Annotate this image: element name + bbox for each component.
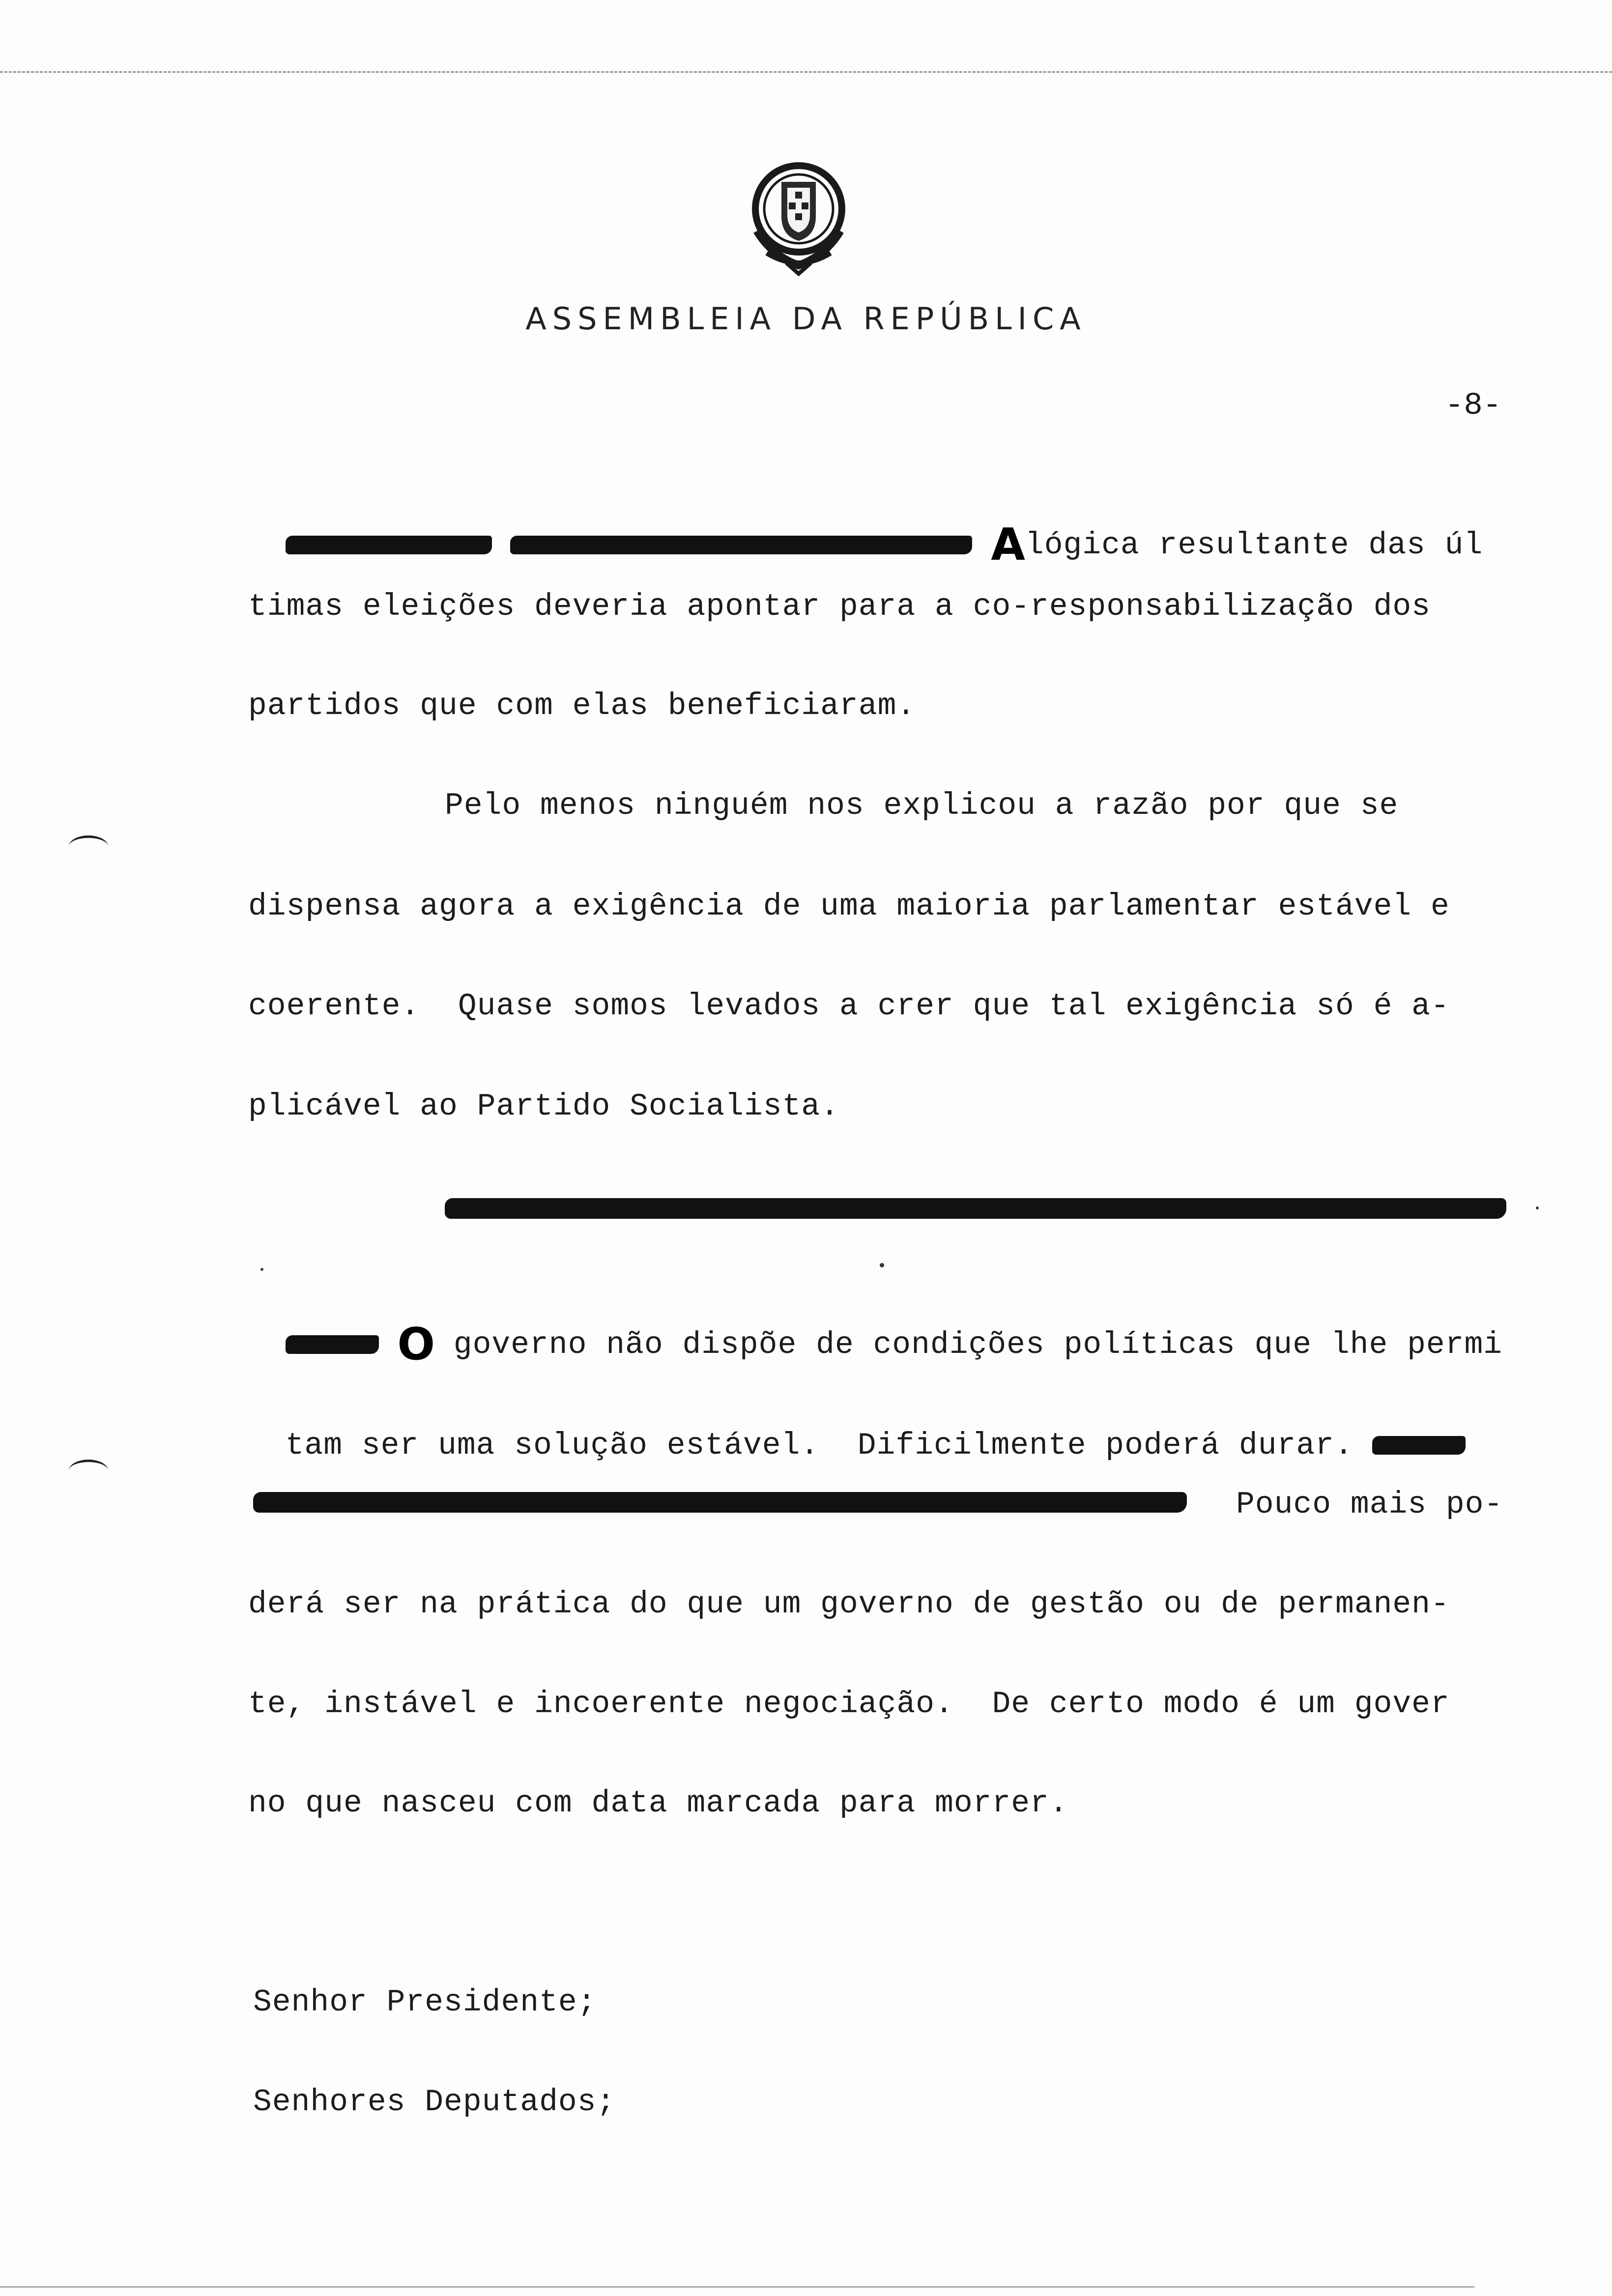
handwritten-correction: A xyxy=(991,519,1025,571)
paragraph-2-line-3: coerente. Quase somos levados a crer que tal exigência só é a- xyxy=(248,989,1450,1024)
margin-punch-mark xyxy=(69,835,108,858)
page-number: -8- xyxy=(1445,388,1502,424)
redaction-mark xyxy=(445,1198,1506,1219)
scan-speck xyxy=(260,1268,263,1271)
redaction-mark xyxy=(286,1335,379,1354)
paragraph-2-line-1: Pelo menos ninguém nos explicou a razão por que se xyxy=(445,788,1399,823)
redaction-mark xyxy=(286,536,492,554)
salutation-deputies: Senhores Deputados; xyxy=(253,2085,616,2120)
paragraph-3-line-6: no que nasceu com data marcada para morrer. xyxy=(248,1786,1068,1821)
paragraph-3-line-5: te, instável e incoerente negociação. De certo modo é um gover xyxy=(248,1687,1450,1722)
paragraph-3-line-1: O governo não dispõe de condições políticas que lhe permi xyxy=(248,1286,1502,1365)
institution-title: ASSEMBLEIA DA REPÚBLICA xyxy=(525,301,1087,337)
margin-punch-mark xyxy=(69,1460,108,1482)
redaction-mark xyxy=(510,536,972,554)
paragraph-1-line-1: Alógica resultante das úl xyxy=(248,487,1483,565)
scan-artifact-bottom xyxy=(0,2286,1474,2288)
paragraph-1-line-2: timas eleições deveria apontar para a co-responsabilização dos xyxy=(248,589,1431,624)
paragraph-3-line-2: tam ser uma solução estável. Dificilmente poderá durar. xyxy=(248,1387,1466,1465)
scan-speck xyxy=(1536,1206,1539,1209)
redaction-mark xyxy=(1372,1436,1466,1455)
paragraph-3-line-4: derá ser na prática do que um governo de gestão ou de permanen- xyxy=(248,1587,1450,1622)
redaction-mark xyxy=(253,1492,1187,1513)
scan-artifact-top xyxy=(0,71,1612,73)
scan-speck xyxy=(880,1263,884,1267)
coat-of-arms-icon xyxy=(737,157,860,280)
paragraph-3-line-3: Pouco mais po- xyxy=(1236,1487,1503,1522)
paragraph-1-line-3: partidos que com elas beneficiaram. xyxy=(248,689,916,723)
salutation-president: Senhor Presidente; xyxy=(253,1985,597,2020)
paragraph-2-line-4: plicável ao Partido Socialista. xyxy=(248,1089,839,1124)
handwritten-correction: O xyxy=(397,1319,435,1371)
paragraph-2-line-2: dispensa agora a exigência de uma maioria parlamentar estável e xyxy=(248,889,1450,924)
